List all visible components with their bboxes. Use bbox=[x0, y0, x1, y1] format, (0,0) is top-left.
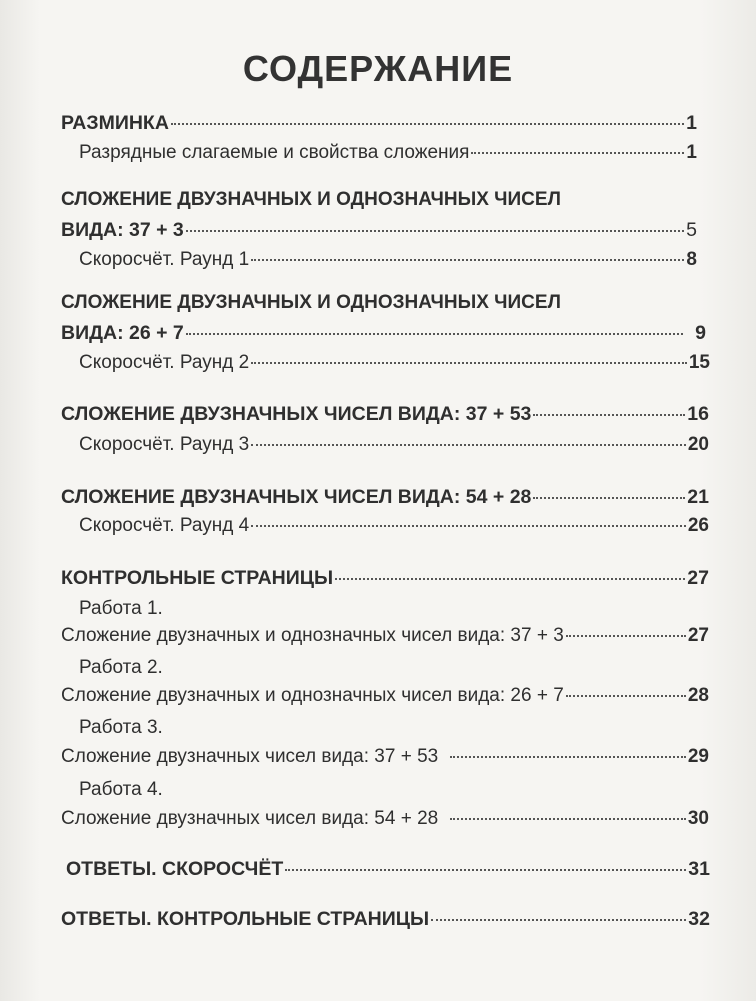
toc-entry-label: СЛОЖЕНИЕ ДВУЗНАЧНЫХ ЧИСЕЛ ВИДА: 54 + 28 bbox=[61, 486, 532, 508]
toc-work-label: Работа 3. bbox=[79, 717, 163, 738]
dot-leader bbox=[566, 634, 686, 637]
toc-entry-speedcount-3[interactable] bbox=[79, 433, 709, 457]
toc-entry-label: Разрядные слагаемые и свойства сложения bbox=[79, 142, 470, 163]
toc-entry-label: ОТВЕТЫ. КОНТРОЛЬНЫЕ СТРАНИЦЫ bbox=[61, 908, 430, 930]
toc-page-number: 27 bbox=[687, 567, 709, 589]
toc-entry-speedcount-4[interactable] bbox=[79, 514, 709, 538]
toc-entry-place-value[interactable] bbox=[79, 141, 697, 165]
toc-entry-section-37-3[interactable] bbox=[61, 218, 697, 242]
toc-entry-label: ОТВЕТЫ. СКОРОСЧЁТ bbox=[66, 858, 284, 880]
toc-entry-label: Сложение двузначных чисел вида: 37 + 53 bbox=[61, 746, 439, 767]
dot-leader bbox=[186, 332, 683, 335]
toc-page-number: 15 bbox=[688, 352, 710, 373]
toc-work-label: Работа 1. bbox=[79, 598, 163, 619]
toc-entry-label: Скоросчёт. Раунд 4 bbox=[79, 515, 250, 536]
toc-page-number: 8 bbox=[686, 249, 697, 270]
toc-entry-label: РАЗМИНКА bbox=[61, 112, 169, 134]
toc-entry-label: ВИДА: 26 + 7 bbox=[61, 322, 184, 344]
toc-entry-label: ВИДА: 37 + 3 bbox=[61, 219, 184, 241]
toc-entry-speedcount-1[interactable] bbox=[79, 248, 697, 272]
dot-leader bbox=[251, 258, 684, 261]
toc-page-number: 26 bbox=[687, 515, 709, 536]
toc-page-number: 32 bbox=[688, 908, 710, 930]
toc-page-number: 21 bbox=[687, 486, 709, 508]
toc-entry-work-4[interactable] bbox=[61, 807, 709, 831]
toc-entry-speedcount-2[interactable] bbox=[79, 351, 710, 375]
toc-entry-control-pages[interactable] bbox=[61, 566, 709, 590]
toc-entry-warmup[interactable] bbox=[61, 111, 697, 135]
toc-entry-label: Сложение двузначных и однозначных чисел вида: 37 + 3 bbox=[61, 625, 564, 646]
toc-work-label: Работа 2. bbox=[79, 657, 163, 678]
toc-page-number: 31 bbox=[688, 858, 710, 880]
toc-entry-label: Сложение двузначных и однозначных чисел вида: 26 + 7 bbox=[61, 685, 564, 706]
toc-entry-label: КОНТРОЛЬНЫЕ СТРАНИЦЫ bbox=[61, 567, 334, 589]
toc-entry-section-54-28[interactable] bbox=[61, 485, 709, 509]
toc-section-heading: СЛОЖЕНИЕ ДВУЗНАЧНЫХ И ОДНОЗНАЧНЫХ ЧИСЕЛ bbox=[61, 292, 561, 313]
toc-section-heading: СЛОЖЕНИЕ ДВУЗНАЧНЫХ И ОДНОЗНАЧНЫХ ЧИСЕЛ bbox=[61, 189, 561, 210]
dot-leader bbox=[431, 918, 686, 921]
toc-page-number: 20 bbox=[687, 434, 709, 455]
toc-entry-work-2[interactable] bbox=[61, 684, 709, 708]
dot-leader bbox=[471, 151, 684, 154]
dot-leader bbox=[171, 122, 684, 125]
dot-leader bbox=[186, 229, 684, 232]
toc-entry-label: СЛОЖЕНИЕ ДВУЗНАЧНЫХ ЧИСЕЛ ВИДА: 37 + 53 bbox=[61, 403, 532, 425]
toc-entry-label: Скоросчёт. Раунд 1 bbox=[79, 249, 250, 270]
toc-entry-answers-speedcount[interactable] bbox=[66, 857, 710, 881]
toc-entry-section-37-53[interactable] bbox=[61, 402, 709, 426]
toc-work-label: Работа 4. bbox=[79, 779, 163, 800]
toc-page-number: 27 bbox=[687, 625, 709, 646]
toc-entry-label: Скоросчёт. Раунд 2 bbox=[79, 352, 250, 373]
dot-leader bbox=[251, 361, 687, 364]
toc-page-number: 30 bbox=[687, 808, 709, 829]
dot-leader bbox=[450, 755, 686, 758]
toc-entry-work-1[interactable] bbox=[61, 624, 709, 648]
dot-leader bbox=[533, 496, 685, 499]
toc-page-number: 1 bbox=[686, 112, 697, 134]
toc-entry-section-26-7[interactable] bbox=[61, 321, 706, 345]
toc-page-number: 5 bbox=[686, 219, 697, 241]
toc-entry-work-3[interactable] bbox=[61, 745, 709, 769]
toc-page-number: 16 bbox=[687, 403, 709, 425]
page-title: СОДЕРЖАНИЕ bbox=[242, 48, 514, 89]
toc-entry-answers-control[interactable] bbox=[61, 907, 710, 931]
toc-page-number: 9 bbox=[695, 322, 706, 344]
toc-page-number: 28 bbox=[687, 685, 709, 706]
dot-leader bbox=[533, 413, 685, 416]
toc-page-number: 29 bbox=[687, 746, 709, 767]
dot-leader bbox=[566, 694, 686, 697]
dot-leader bbox=[285, 868, 686, 871]
dot-leader bbox=[450, 817, 686, 820]
dot-leader bbox=[335, 577, 685, 580]
toc-entry-label: Скоросчёт. Раунд 3 bbox=[79, 434, 250, 455]
dot-leader bbox=[251, 524, 686, 527]
toc-entry-label: Сложение двузначных чисел вида: 54 + 28 bbox=[61, 808, 439, 829]
dot-leader bbox=[251, 443, 686, 446]
toc-page-number: 1 bbox=[686, 142, 697, 163]
